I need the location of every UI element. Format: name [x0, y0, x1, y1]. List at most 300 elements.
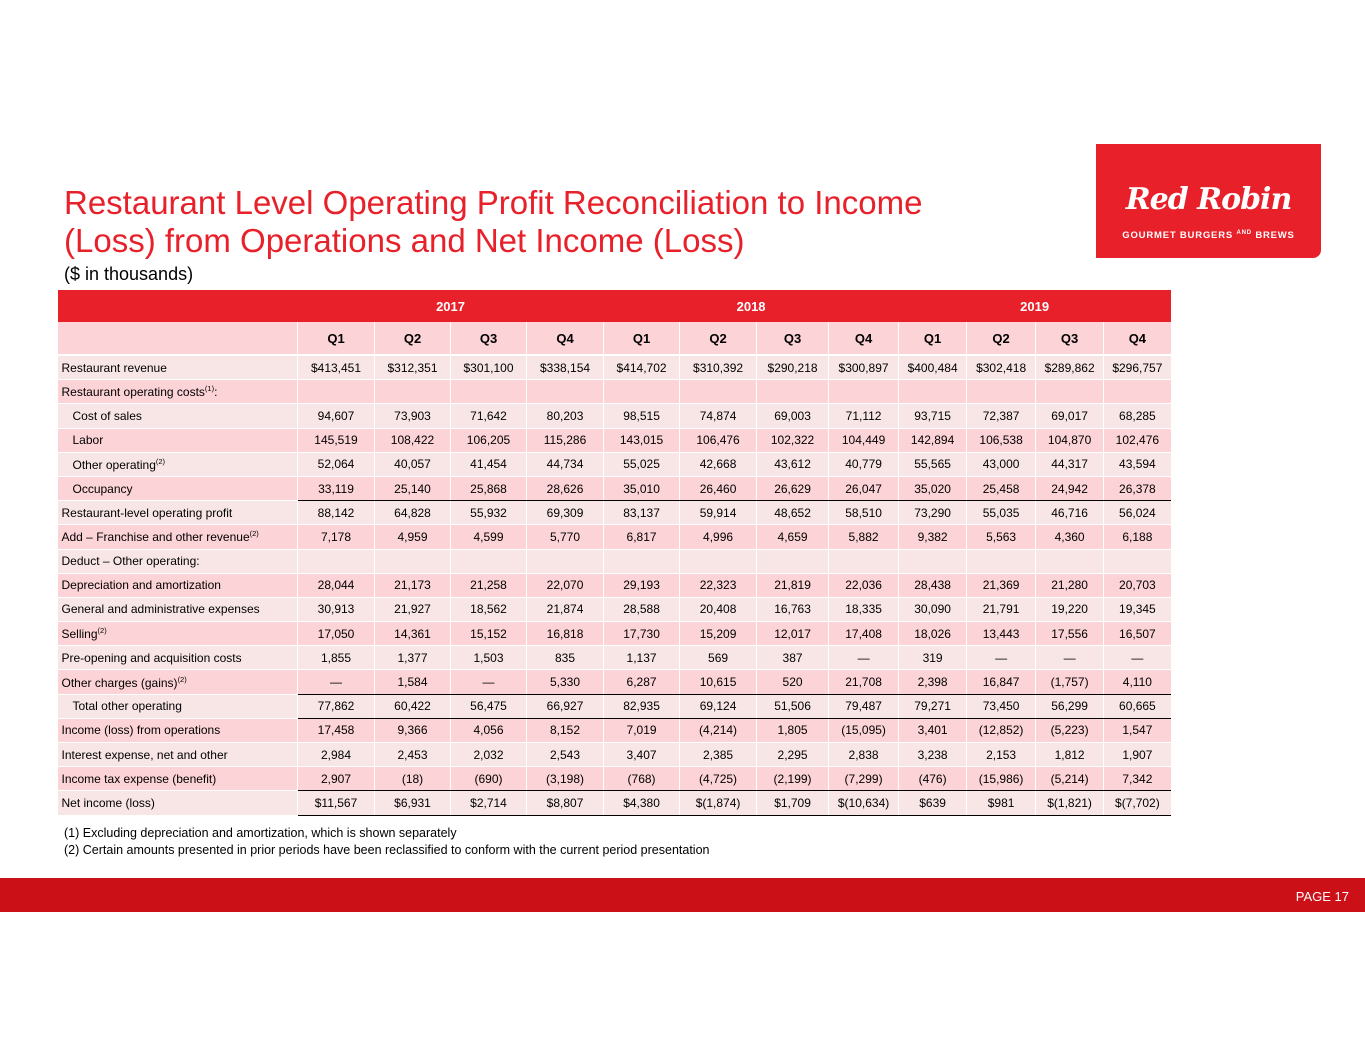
value-cell: $413,451 [298, 355, 375, 380]
value-cell: 55,932 [451, 501, 527, 525]
value-cell: 73,450 [967, 694, 1036, 718]
page-number: PAGE 17 [1295, 889, 1349, 904]
value-cell: 4,110 [1104, 670, 1171, 694]
value-cell: 94,607 [298, 404, 375, 428]
row-label [58, 501, 298, 525]
value-cell: $(1,874) [680, 791, 757, 815]
quarter-header-cell: Q4 [527, 322, 604, 355]
value-cell: 10,615 [680, 670, 757, 694]
value-cell: 21,819 [757, 573, 829, 597]
value-cell: 56,299 [1036, 694, 1104, 718]
value-cell: 17,050 [298, 622, 375, 646]
value-cell: 35,020 [899, 476, 967, 500]
quarter-header-cell: Q4 [1104, 322, 1171, 355]
row-label-text: Total other operating [72, 699, 182, 714]
table-row [58, 355, 1171, 380]
row-label-text: Other operating [72, 457, 156, 472]
row-label [58, 622, 298, 646]
value-cell: 20,408 [680, 597, 757, 621]
value-cell: 7,019 [604, 718, 680, 742]
row-label [58, 525, 298, 549]
value-cell: 8,152 [527, 718, 604, 742]
value-cell: 1,855 [298, 646, 375, 670]
value-cell: 1,137 [604, 646, 680, 670]
year-header-2019: 2019 [899, 290, 1171, 322]
value-cell: 1,812 [1036, 743, 1104, 767]
value-cell: (1,757) [1036, 670, 1104, 694]
value-cell: — [1104, 646, 1171, 670]
value-cell: $312,351 [375, 355, 451, 380]
logo-brand-text: Red Robin [1125, 182, 1292, 217]
value-cell: $400,484 [899, 355, 967, 380]
value-cell: 22,036 [829, 573, 899, 597]
value-cell: — [1036, 646, 1104, 670]
value-cell: 28,626 [527, 476, 604, 500]
value-cell: 21,258 [451, 573, 527, 597]
value-cell: $11,567 [298, 791, 375, 815]
value-cell: 25,458 [967, 476, 1036, 500]
value-cell: 26,378 [1104, 476, 1171, 500]
value-cell: 22,070 [527, 573, 604, 597]
value-cell [1036, 549, 1104, 573]
footnote-marker: (1) [204, 384, 215, 394]
value-cell: 69,003 [757, 404, 829, 428]
value-cell: 4,599 [451, 525, 527, 549]
value-cell: 520 [757, 670, 829, 694]
value-cell: 60,422 [375, 694, 451, 718]
value-cell: 46,716 [1036, 501, 1104, 525]
value-cell [298, 380, 375, 404]
value-cell: $300,897 [829, 355, 899, 380]
value-cell: 59,914 [680, 501, 757, 525]
value-cell: 21,874 [527, 597, 604, 621]
value-cell: $310,392 [680, 355, 757, 380]
value-cell: $296,757 [1104, 355, 1171, 380]
value-cell: 569 [680, 646, 757, 670]
row-label-text: Deduct – Other operating: [61, 554, 200, 569]
value-cell: 2,385 [680, 743, 757, 767]
value-cell: 82,935 [604, 694, 680, 718]
value-cell: 2,453 [375, 743, 451, 767]
value-cell: $(1,821) [1036, 791, 1104, 815]
value-cell [680, 380, 757, 404]
value-cell: 71,642 [451, 404, 527, 428]
footnote-marker: (2) [177, 674, 187, 684]
value-cell: 77,862 [298, 694, 375, 718]
value-cell: 35,010 [604, 476, 680, 500]
value-cell: — [451, 670, 527, 694]
value-cell: 2,907 [298, 767, 375, 791]
value-cell: $4,380 [604, 791, 680, 815]
value-cell: 17,730 [604, 622, 680, 646]
value-cell: 1,547 [1104, 718, 1171, 742]
footnote-marker: (2) [155, 456, 166, 466]
value-cell: 22,323 [680, 573, 757, 597]
value-cell: 28,044 [298, 573, 375, 597]
logo-tagline [1096, 230, 1321, 241]
value-cell: — [298, 670, 375, 694]
row-label [58, 380, 298, 404]
value-cell: 4,959 [375, 525, 451, 549]
quarter-header-cell: Q2 [967, 322, 1036, 355]
value-cell: 16,818 [527, 622, 604, 646]
row-label-text: Income tax expense (benefit) [61, 771, 217, 786]
value-cell: 16,763 [757, 597, 829, 621]
value-cell: 93,715 [899, 404, 967, 428]
value-cell: 115,286 [527, 428, 604, 452]
value-cell: 40,779 [829, 452, 899, 476]
value-cell: 30,090 [899, 597, 967, 621]
value-cell: 55,035 [967, 501, 1036, 525]
value-cell: 79,271 [899, 694, 967, 718]
value-cell: 43,000 [967, 452, 1036, 476]
logo-tagline-left: GOURMET BURGERS [1122, 230, 1233, 242]
value-cell: 2,153 [967, 743, 1036, 767]
value-cell: 18,335 [829, 597, 899, 621]
table-row [58, 525, 1171, 549]
value-cell: 17,408 [829, 622, 899, 646]
value-cell: 16,507 [1104, 622, 1171, 646]
value-cell: 21,791 [967, 597, 1036, 621]
value-cell: (476) [899, 767, 967, 791]
value-cell: — [967, 646, 1036, 670]
value-cell: $1,709 [757, 791, 829, 815]
value-cell: (18) [375, 767, 451, 791]
value-cell [680, 549, 757, 573]
value-cell: 18,026 [899, 622, 967, 646]
footnotes [64, 825, 709, 859]
value-cell [451, 380, 527, 404]
value-cell: 5,563 [967, 525, 1036, 549]
value-cell [527, 380, 604, 404]
table-row [58, 718, 1171, 742]
page-title [64, 184, 1064, 260]
row-label-text: Income (loss) from operations [61, 723, 221, 738]
row-label [58, 404, 298, 428]
value-cell: (768) [604, 767, 680, 791]
value-cell: — [829, 646, 899, 670]
value-cell: 69,309 [527, 501, 604, 525]
row-label [58, 694, 298, 718]
quarter-header-row [58, 322, 1171, 355]
value-cell: 55,025 [604, 452, 680, 476]
row-label-text: Cost of sales [72, 408, 142, 423]
footnote-marker: (2) [249, 529, 259, 539]
value-cell: 44,317 [1036, 452, 1104, 476]
value-cell: 2,295 [757, 743, 829, 767]
value-cell: 7,178 [298, 525, 375, 549]
value-cell: 7,342 [1104, 767, 1171, 791]
row-label [58, 646, 298, 670]
value-cell: (4,214) [680, 718, 757, 742]
value-cell: $2,714 [451, 791, 527, 815]
value-cell: 26,629 [757, 476, 829, 500]
row-label [58, 452, 298, 476]
row-label-suffix: : [214, 385, 218, 400]
value-cell: $6,931 [375, 791, 451, 815]
value-cell: 4,996 [680, 525, 757, 549]
value-cell [1036, 380, 1104, 404]
value-cell: 21,369 [967, 573, 1036, 597]
value-cell [967, 549, 1036, 573]
value-cell: 33,119 [298, 476, 375, 500]
value-cell: 21,280 [1036, 573, 1104, 597]
value-cell [967, 380, 1036, 404]
value-cell: 69,124 [680, 694, 757, 718]
value-cell: 25,140 [375, 476, 451, 500]
row-label-text: Restaurant operating costs [61, 385, 205, 400]
row-label [58, 597, 298, 621]
value-cell: 66,927 [527, 694, 604, 718]
value-cell [1104, 549, 1171, 573]
red-robin-logo [1096, 144, 1321, 258]
row-label-text: Labor [72, 433, 104, 448]
quarter-header-cell: Q2 [680, 322, 757, 355]
value-cell: 2,838 [829, 743, 899, 767]
quarter-header-cell: Q1 [899, 322, 967, 355]
value-cell: $981 [967, 791, 1036, 815]
row-label [58, 670, 298, 694]
value-cell: 88,142 [298, 501, 375, 525]
value-cell: 6,287 [604, 670, 680, 694]
value-cell: (5,214) [1036, 767, 1104, 791]
table-row [58, 622, 1171, 646]
value-cell: 3,407 [604, 743, 680, 767]
value-cell: 26,047 [829, 476, 899, 500]
table-row [58, 767, 1171, 791]
value-cell: 80,203 [527, 404, 604, 428]
value-cell: 18,562 [451, 597, 527, 621]
row-label-text: Other charges (gains) [61, 675, 178, 690]
value-cell: 102,476 [1104, 428, 1171, 452]
value-cell: 64,828 [375, 501, 451, 525]
value-cell: 21,927 [375, 597, 451, 621]
reconciliation-table [57, 290, 1171, 816]
value-cell: 387 [757, 646, 829, 670]
value-cell: 52,064 [298, 452, 375, 476]
value-cell: 17,556 [1036, 622, 1104, 646]
footnote-2: (2) Certain amounts presented in prior periods have been reclassified to conform with the current period presentation [64, 843, 710, 857]
row-label-text: Add – Franchise and other revenue [61, 530, 250, 545]
table-row [58, 646, 1171, 670]
value-cell: 98,515 [604, 404, 680, 428]
value-cell: 104,449 [829, 428, 899, 452]
value-cell: 2,543 [527, 743, 604, 767]
logo-tagline-right: BREWS [1255, 230, 1295, 242]
value-cell: (15,986) [967, 767, 1036, 791]
row-label-text: Pre-opening and acquisition costs [61, 650, 242, 665]
value-cell: 21,173 [375, 573, 451, 597]
value-cell: 13,443 [967, 622, 1036, 646]
footer-bar [0, 878, 1365, 912]
value-cell: (5,223) [1036, 718, 1104, 742]
value-cell: 25,868 [451, 476, 527, 500]
value-cell: 104,870 [1036, 428, 1104, 452]
value-cell: 55,565 [899, 452, 967, 476]
quarter-header-cell: Q3 [451, 322, 527, 355]
value-cell: 20,703 [1104, 573, 1171, 597]
value-cell: 9,366 [375, 718, 451, 742]
value-cell: 68,285 [1104, 404, 1171, 428]
value-cell: 14,361 [375, 622, 451, 646]
value-cell: 15,152 [451, 622, 527, 646]
value-cell: 6,188 [1104, 525, 1171, 549]
footnote-marker: (2) [97, 626, 107, 636]
units-subtitle: ($ in thousands) [64, 264, 194, 284]
value-cell: 21,708 [829, 670, 899, 694]
table-row [58, 743, 1171, 767]
value-cell [757, 549, 829, 573]
value-cell: 74,874 [680, 404, 757, 428]
value-cell: $302,418 [967, 355, 1036, 380]
table-row [58, 404, 1171, 428]
value-cell: 40,057 [375, 452, 451, 476]
quarter-header-cell: Q1 [604, 322, 680, 355]
value-cell [451, 549, 527, 573]
value-cell [298, 549, 375, 573]
row-label-text: Interest expense, net and other [61, 747, 228, 762]
footnote-1: (1) Excluding depreciation and amortization, which is shown separately [64, 826, 457, 840]
table-row [58, 694, 1171, 718]
value-cell: 48,652 [757, 501, 829, 525]
table-row [58, 428, 1171, 452]
table-row [58, 791, 1171, 815]
page-title-line-1: Restaurant Level Operating Profit Reconciliation to Income [64, 184, 923, 221]
quarter-header-cell: Q3 [757, 322, 829, 355]
value-cell [604, 380, 680, 404]
table-row [58, 549, 1171, 573]
value-cell: 43,594 [1104, 452, 1171, 476]
table-row [58, 452, 1171, 476]
value-cell [1104, 380, 1171, 404]
quarter-header-cell: Q1 [298, 322, 375, 355]
value-cell: 1,584 [375, 670, 451, 694]
value-cell: 6,817 [604, 525, 680, 549]
row-label-text: Selling [61, 627, 98, 642]
year-header-2017: 2017 [298, 290, 604, 322]
value-cell: 1,805 [757, 718, 829, 742]
value-cell: (15,095) [829, 718, 899, 742]
value-cell [375, 380, 451, 404]
row-label-text: General and administrative expenses [61, 602, 260, 617]
page-title-line-2: (Loss) from Operations and Net Income (Loss) [64, 222, 745, 259]
value-cell: (7,299) [829, 767, 899, 791]
row-label [58, 791, 298, 815]
table-row [58, 501, 1171, 525]
value-cell: 24,942 [1036, 476, 1104, 500]
quarter-header-cell: Q4 [829, 322, 899, 355]
value-cell: 1,377 [375, 646, 451, 670]
value-cell: $8,807 [527, 791, 604, 815]
value-cell: 56,475 [451, 694, 527, 718]
value-cell: 72,387 [967, 404, 1036, 428]
value-cell: 2,984 [298, 743, 375, 767]
value-cell: 51,506 [757, 694, 829, 718]
value-cell: 28,588 [604, 597, 680, 621]
row-label-text: Net income (loss) [61, 795, 155, 810]
value-cell: 102,322 [757, 428, 829, 452]
value-cell: 5,882 [829, 525, 899, 549]
value-cell: 30,913 [298, 597, 375, 621]
value-cell: 108,422 [375, 428, 451, 452]
value-cell: 4,360 [1036, 525, 1104, 549]
year-header-blank [58, 290, 298, 322]
row-label [58, 718, 298, 742]
value-cell: 19,345 [1104, 597, 1171, 621]
value-cell: 106,476 [680, 428, 757, 452]
row-label [58, 767, 298, 791]
reconciliation-body [58, 355, 1171, 815]
value-cell: 9,382 [899, 525, 967, 549]
table-row [58, 380, 1171, 404]
value-cell: 1,503 [451, 646, 527, 670]
quarter-header-cell: Q2 [375, 322, 451, 355]
value-cell: $290,218 [757, 355, 829, 380]
value-cell: 4,056 [451, 718, 527, 742]
value-cell [829, 549, 899, 573]
row-label [58, 743, 298, 767]
value-cell: 60,665 [1104, 694, 1171, 718]
value-cell: 835 [527, 646, 604, 670]
value-cell: 28,438 [899, 573, 967, 597]
value-cell: (3,198) [527, 767, 604, 791]
value-cell: 5,770 [527, 525, 604, 549]
row-label [58, 355, 298, 380]
value-cell: $301,100 [451, 355, 527, 380]
value-cell: $289,862 [1036, 355, 1104, 380]
value-cell: 41,454 [451, 452, 527, 476]
row-label [58, 573, 298, 597]
value-cell: (12,852) [967, 718, 1036, 742]
value-cell [604, 549, 680, 573]
row-label-text: Restaurant-level operating profit [61, 505, 233, 520]
value-cell: 106,205 [451, 428, 527, 452]
value-cell: (4,725) [680, 767, 757, 791]
row-label [58, 428, 298, 452]
table-row [58, 670, 1171, 694]
value-cell: 69,017 [1036, 404, 1104, 428]
row-label-text: Restaurant revenue [61, 360, 167, 375]
value-cell: 79,487 [829, 694, 899, 718]
value-cell: 19,220 [1036, 597, 1104, 621]
value-cell: 58,510 [829, 501, 899, 525]
value-cell: 106,538 [967, 428, 1036, 452]
value-cell: (2,199) [757, 767, 829, 791]
value-cell: 3,238 [899, 743, 967, 767]
value-cell [527, 549, 604, 573]
row-label [58, 476, 298, 500]
table-row [58, 597, 1171, 621]
value-cell: 319 [899, 646, 967, 670]
value-cell: 4,659 [757, 525, 829, 549]
value-cell: 15,209 [680, 622, 757, 646]
row-label [58, 549, 298, 573]
value-cell [899, 380, 967, 404]
value-cell [829, 380, 899, 404]
value-cell: 44,734 [527, 452, 604, 476]
value-cell: 73,290 [899, 501, 967, 525]
value-cell: 2,032 [451, 743, 527, 767]
table-row [58, 573, 1171, 597]
value-cell: $639 [899, 791, 967, 815]
row-label-text: Occupancy [72, 481, 133, 496]
value-cell [375, 549, 451, 573]
value-cell: 2,398 [899, 670, 967, 694]
year-header-2018: 2018 [604, 290, 899, 322]
table-row [58, 476, 1171, 500]
value-cell [757, 380, 829, 404]
value-cell: 26,460 [680, 476, 757, 500]
